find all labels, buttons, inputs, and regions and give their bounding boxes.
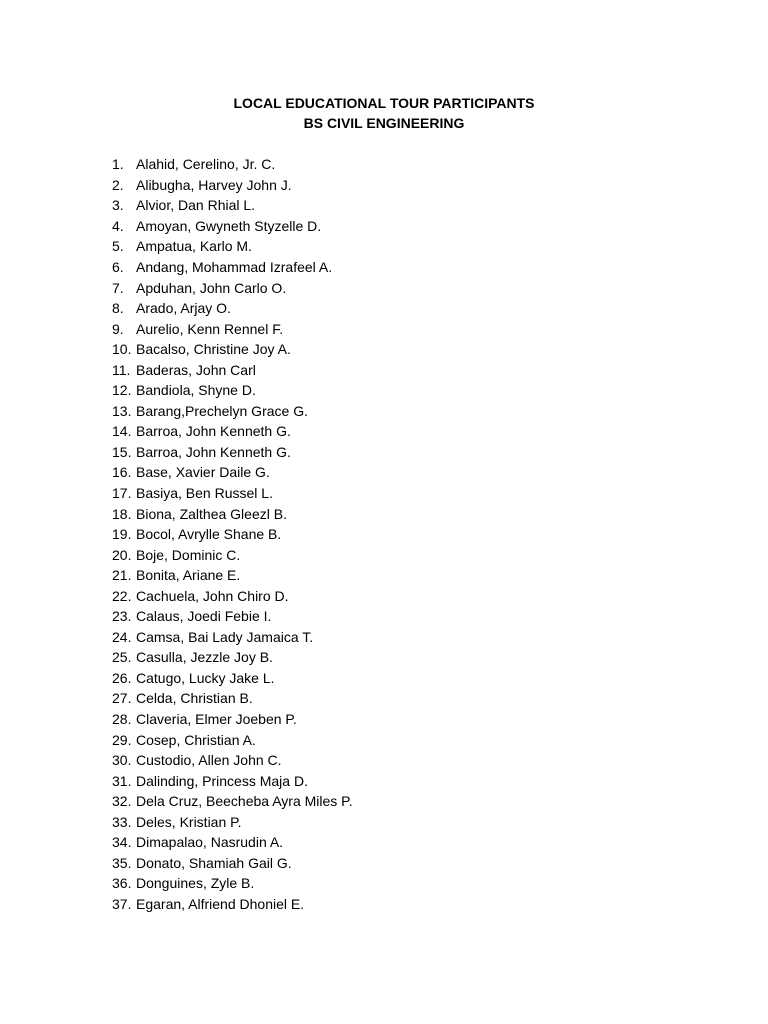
list-item-number: 20. — [112, 546, 132, 563]
participant-name: Catugo, Lucky Jake L. — [136, 669, 275, 686]
participant-name: Alibugha, Harvey John J. — [136, 176, 292, 193]
list-item — [112, 175, 353, 196]
list-item — [112, 688, 353, 709]
participant-list — [112, 154, 353, 914]
list-item — [112, 729, 353, 750]
list-item-number: 35. — [112, 854, 132, 871]
participant-name: Cachuela, John Chiro D. — [136, 587, 289, 604]
participant-name: Alvior, Dan Rhial L. — [136, 197, 256, 214]
participant-name: Ampatua, Karlo M. — [136, 238, 252, 255]
list-item-number: 27. — [112, 690, 132, 707]
list-item — [112, 257, 353, 278]
participant-name: Arado, Arjay O. — [136, 300, 231, 317]
document-title: LOCAL EDUCATIONAL TOUR PARTICIPANTS — [233, 95, 535, 111]
participant-name: Celda, Christian B. — [136, 690, 253, 707]
list-item-number: 30. — [112, 752, 132, 769]
list-item-number: 18. — [112, 505, 132, 522]
list-item — [112, 832, 353, 853]
list-item-number: 12. — [112, 382, 132, 399]
list-item-number: 17. — [112, 485, 132, 502]
list-item-number: 5. — [112, 238, 124, 255]
participant-name: Apduhan, John Carlo O. — [136, 279, 287, 296]
list-item-number: 22. — [112, 587, 132, 604]
list-item — [112, 442, 353, 463]
list-item-number: 8. — [112, 300, 124, 317]
list-item — [112, 585, 353, 606]
participant-name: Baderas, John Carl — [136, 361, 256, 378]
list-item-number: 36. — [112, 875, 132, 892]
list-item-number: 31. — [112, 772, 132, 789]
list-item — [112, 894, 353, 915]
participant-name: Dela Cruz, Beecheba Ayra Miles P. — [136, 793, 353, 810]
list-item — [112, 277, 353, 298]
list-item — [112, 853, 353, 874]
list-item-number: 15. — [112, 443, 132, 460]
list-item-number: 2. — [112, 176, 124, 193]
participant-name: Custodio, Allen John C. — [136, 752, 282, 769]
list-item — [112, 709, 353, 730]
list-item — [112, 216, 353, 237]
participant-name: Donguines, Zyle B. — [136, 875, 255, 892]
participant-name: Claveria, Elmer Joeben P. — [136, 711, 297, 728]
list-item — [112, 154, 353, 175]
list-item — [112, 195, 353, 216]
list-item-number: 19. — [112, 526, 132, 543]
participant-name: Donato, Shamiah Gail G. — [136, 854, 292, 871]
list-item-number: 3. — [112, 197, 124, 214]
list-item — [112, 524, 353, 545]
list-item-number: 24. — [112, 628, 132, 645]
participant-name: Dalinding, Princess Maja D. — [136, 772, 308, 789]
list-item — [112, 318, 353, 339]
list-item-number: 6. — [112, 259, 124, 275]
list-item-number: 25. — [112, 649, 132, 666]
participant-name: Bocol, Avrylle Shane B. — [136, 526, 282, 543]
participant-name: Bandiola, Shyne D. — [136, 382, 256, 399]
participant-name: Dimapalao, Nasrudin A. — [136, 834, 284, 851]
participant-name: Egaran, Alfriend Dhoniel E. — [136, 895, 305, 912]
list-item — [112, 339, 353, 360]
list-item — [112, 421, 353, 442]
list-item — [112, 627, 353, 648]
list-item-number: 21. — [112, 567, 132, 584]
participant-name: Bacalso, Christine Joy A. — [136, 341, 291, 358]
list-item — [112, 791, 353, 812]
list-item-number: 1. — [112, 156, 124, 173]
list-item — [112, 401, 353, 422]
participant-name: Amoyan, Gwyneth Styzelle D. — [136, 217, 322, 234]
document-subtitle: BS CIVIL ENGINEERING — [303, 115, 465, 131]
list-item-number: 10. — [112, 341, 132, 358]
list-item-number: 4. — [112, 217, 124, 234]
participant-name: Camsa, Bai Lady Jamaica T. — [136, 628, 314, 645]
list-item-number: 11. — [112, 361, 131, 378]
participant-name: Calaus, Joedi Febie I. — [136, 608, 272, 625]
list-item — [112, 606, 353, 627]
list-item-number: 33. — [112, 813, 132, 830]
list-item — [112, 236, 353, 257]
list-item-number: 26. — [112, 669, 132, 686]
participant-name: Bonita, Ariane E. — [136, 567, 241, 584]
list-item — [112, 770, 353, 791]
list-item — [112, 647, 353, 668]
list-item — [112, 750, 353, 771]
list-item-number: 32. — [112, 793, 132, 810]
participant-name: Deles, Kristian P. — [136, 813, 242, 830]
list-item — [112, 873, 353, 894]
participant-name: Barroa, John Kenneth G. — [136, 423, 291, 440]
participant-name: Biona, Zalthea Gleezl B. — [136, 505, 287, 522]
participant-name: Cosep, Christian A. — [136, 731, 256, 748]
participant-name: Andang, Mohammad Izrafeel A. — [136, 259, 333, 275]
list-item-number: 29. — [112, 731, 132, 748]
list-item — [112, 380, 353, 401]
list-item — [112, 359, 353, 380]
list-item — [112, 503, 353, 524]
participant-name: Barroa, John Kenneth G. — [136, 443, 291, 460]
list-item — [112, 812, 353, 833]
list-item-number: 14. — [112, 423, 132, 440]
participant-name: Alahid, Cerelino, Jr. C. — [136, 156, 276, 173]
list-item-number: 16. — [112, 464, 132, 481]
list-item-number: 37. — [112, 895, 132, 912]
participant-name: Aurelio, Kenn Rennel F. — [136, 320, 284, 337]
participant-name: Casulla, Jezzle Joy B. — [136, 649, 273, 666]
list-item — [112, 668, 353, 689]
participant-name: Basiya, Ben Russel L. — [136, 485, 273, 502]
list-item-number: 9. — [112, 320, 124, 337]
list-item — [112, 565, 353, 586]
list-item — [112, 462, 353, 483]
list-item-number: 13. — [112, 402, 132, 419]
list-item-number: 28. — [112, 711, 132, 728]
list-item-number: 23. — [112, 608, 132, 625]
list-item-number: 7. — [112, 279, 124, 296]
list-item — [112, 544, 353, 565]
list-item-number: 34. — [112, 834, 132, 851]
participant-name: Barang,Prechelyn Grace G. — [136, 402, 308, 419]
participant-name: Boje, Dominic C. — [136, 546, 241, 563]
list-item — [112, 483, 353, 504]
participant-name: Base, Xavier Daile G. — [136, 464, 270, 481]
list-item — [112, 298, 353, 319]
